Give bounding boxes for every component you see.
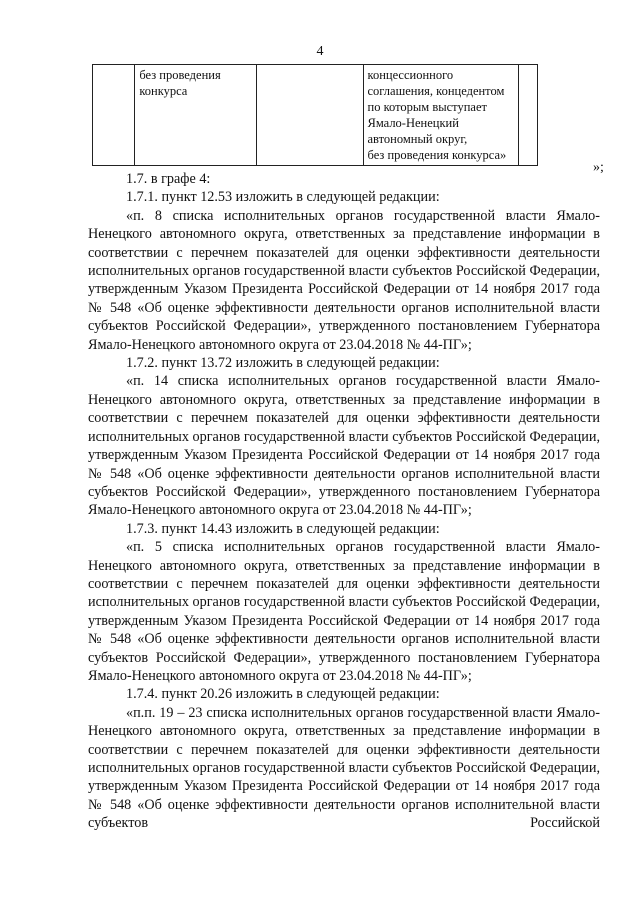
cell-line: конкурса — [139, 84, 188, 98]
cell-line: по которым выступает — [367, 100, 487, 114]
table-row — [93, 65, 538, 166]
paragraph-quote: «п.п. 19 – 23 списка исполнительных органов государственной власти Ямало-Ненецкого автономного округа, ответственных за представление информации в соответствии с перечнем показателей для оценки эффективности деятельности исполнительных органов государственной власти субъектов Российской Федерации, утвержденным Указом Президента Российской Федерации от 14 ноября 2017 года № 548 «Об оценке эффективности деятельности органов исполнительной власти субъектов Российской — [88, 704, 600, 832]
paragraph-quote: «п. 14 списка исполнительных органов государственной власти Ямало-Ненецкого автономного округа, ответственных за представление информации в соответствии с перечнем показателей для оценки эффективности деятельности исполнительных органов государственной власти субъектов Российской Федерации, утвержденным Указом Президента Российской Федерации от 14 ноября 2017 года № 548 «Об оценке эффективности деятельности органов исполнительной власти субъектов Российской Федерации», утвержденного постановлением Губернатора Ямало-Ненецкого автономного округа от 23.04.2018 № 44-ПГ»; — [88, 373, 600, 519]
paragraph-quote: «п. 5 списка исполнительных органов государственной власти Ямало-Ненецкого автономного округа, ответственных за представление информации в соответствии с перечнем показателей для оценки эффективности деятельности исполнительных органов государственной власти субъектов Российской Федерации, утвержденным Указом Президента Российской Федерации от 14 ноября 2017 года № 548 «Об оценке эффективности деятельности органов исполнительной власти субъектов Российской Федерации», утвержденного постановлением Губернатора Ямало-Ненецкого автономного округа от 23.04.2018 № 44-ПГ»; — [88, 539, 600, 684]
paragraph-quote: «п. 8 списка исполнительных органов государственной власти Ямало-Ненецкого автономного округа, ответственных за представление информации в соответствии с перечнем показателей для оценки эффективности деятельности исполнительных органов государственной власти субъектов Российской Федерации, утвержденным Указом Президента Российской Федерации от 14 ноября 2017 года № 548 «Об оценке эффективности деятельности органов исполнительной власти субъектов Российской Федерации», утвержденного постановлением Губернатора Ямало-Ненецкого автономного округа от 23.04.2018 № 44-ПГ»; — [88, 207, 600, 353]
table-cell-procedure — [135, 65, 257, 166]
paragraph-item: 1.7.1. пункт 12.53 изложить в следующей редакции: — [126, 189, 440, 206]
continuation-table — [92, 64, 538, 166]
cell-line: соглашения, концедентом — [367, 84, 505, 98]
paragraph-item: 1.7.3. пункт 14.43 изложить в следующей редакции: — [126, 520, 440, 537]
paragraph-item: 1.7.2. пункт 13.72 изложить в следующей редакции: — [126, 355, 440, 372]
table-cell-empty — [93, 65, 135, 166]
page-number: 4 — [316, 44, 324, 59]
table-cell-empty — [257, 65, 363, 166]
cell-line: Ямало-Ненецкий — [367, 116, 459, 130]
paragraph-item: 1.7.4. пункт 20.26 изложить в следующей редакции: — [126, 686, 440, 703]
document-body — [88, 170, 600, 833]
paragraph-heading: 1.7. в графе 4: — [126, 171, 211, 187]
closing-quote-mark: »; — [593, 160, 604, 175]
cell-line: концессионного — [367, 68, 454, 82]
cell-line: автономный округ, — [367, 132, 468, 146]
table-cell-description — [363, 65, 518, 166]
table-cell-empty — [518, 65, 537, 166]
cell-line: без проведения — [139, 68, 221, 82]
cell-line: без проведения конкурса» — [367, 148, 507, 162]
